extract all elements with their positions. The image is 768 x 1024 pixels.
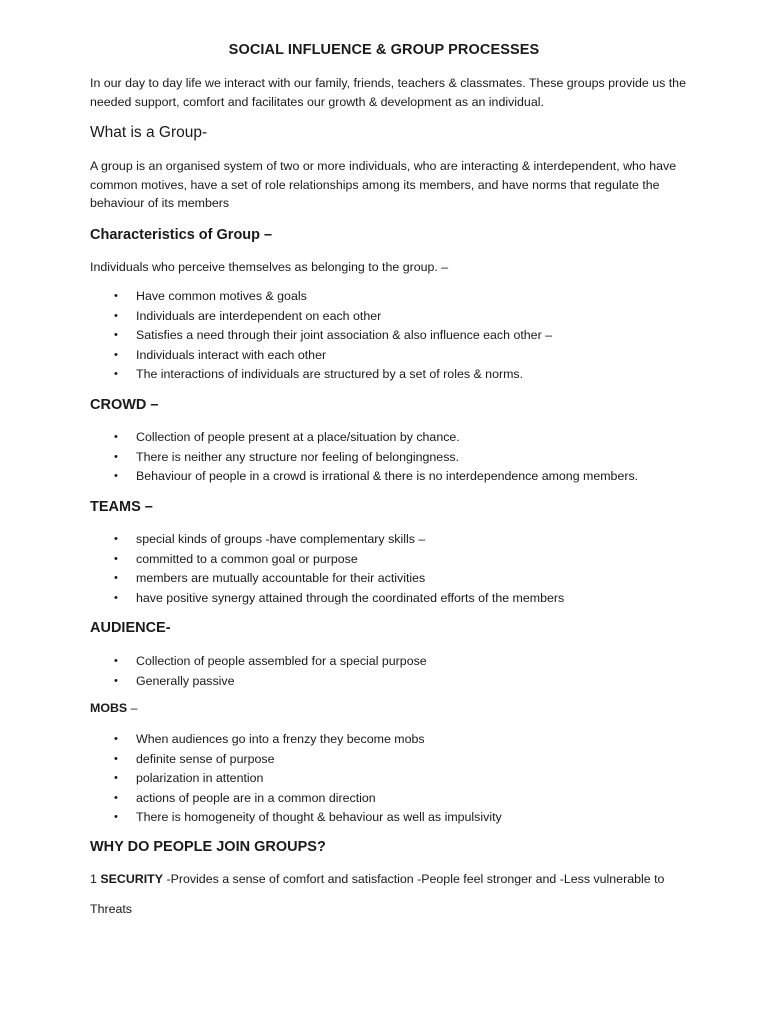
- bullet-icon: •: [114, 772, 118, 784]
- crowd-heading: CROWD –: [90, 397, 159, 413]
- audience-heading: AUDIENCE-: [90, 620, 171, 636]
- characteristics-list: [90, 287, 730, 385]
- list-item: • definite sense of purpose: [90, 750, 730, 770]
- list-item: • Collection of people present at a place/situation by chance.: [90, 428, 730, 448]
- teams-heading: TEAMS –: [90, 499, 153, 515]
- audience-list: [90, 652, 730, 691]
- mobs-heading-label: MOBS: [90, 701, 128, 715]
- what-is-group-heading: What is a Group-: [90, 124, 208, 141]
- list-item: • Generally passive: [90, 672, 730, 692]
- security-label: SECURITY: [100, 872, 163, 886]
- mobs-heading-dash: –: [127, 701, 138, 715]
- security-number: 1: [90, 872, 101, 886]
- security-text: -Provides a sense of comfort and satisfaction -People feel stronger and -Less vulnerable to: [163, 872, 665, 886]
- list-item: • have positive synergy attained through the coordinated efforts of the members: [90, 589, 730, 609]
- bullet-icon: •: [114, 591, 118, 604]
- bullet-icon: •: [114, 329, 118, 341]
- teams-list: [90, 530, 730, 608]
- bullet-icon: •: [114, 552, 118, 565]
- group-definition-paragraph: A group is an organised system of two or more individuals, who are interacting & interdependent, who have common motives, have a set of role relationships among its members, and have norms that regulate the behaviour of its members: [90, 159, 677, 210]
- security-continuation: Threats: [90, 902, 133, 916]
- bullet-icon: •: [114, 655, 118, 667]
- crowd-list: [90, 428, 730, 487]
- bullet-icon: •: [114, 811, 118, 823]
- list-item: • Individuals interact with each other: [90, 346, 730, 366]
- bullet-icon: •: [114, 572, 118, 584]
- list-item: • Behaviour of people in a crowd is irrational & there is no interdependence among members.: [90, 467, 730, 487]
- mobs-list: [90, 730, 730, 828]
- bullet-icon: •: [114, 752, 118, 765]
- characteristics-heading: Characteristics of Group –: [90, 227, 273, 243]
- list-item: • polarization in attention: [90, 769, 730, 789]
- characteristics-lead: Individuals who perceive themselves as belonging to the group. –: [90, 260, 449, 274]
- bullet-icon: •: [114, 431, 118, 443]
- bullet-icon: •: [114, 348, 118, 361]
- bullet-icon: •: [114, 674, 118, 687]
- bullet-icon: •: [114, 368, 118, 380]
- intro-paragraph: In our day to day life we interact with our family, friends, teachers & classmates. These groups provide us the needed support, comfort and facilitates our growth & development as an individual.: [90, 76, 686, 109]
- mobs-heading: [90, 701, 138, 715]
- bullet-icon: •: [114, 533, 118, 545]
- list-item: • There is neither any structure nor feeling of belongingness.: [90, 448, 730, 468]
- bullet-icon: •: [114, 791, 118, 804]
- list-item: • Have common motives & goals: [90, 287, 730, 307]
- list-item: • committed to a common goal or purpose: [90, 550, 730, 570]
- bullet-icon: •: [114, 450, 118, 463]
- document-title: SOCIAL INFLUENCE & GROUP PROCESSES: [228, 42, 540, 58]
- bullet-icon: •: [114, 733, 118, 745]
- list-item: • Individuals are interdependent on each other: [90, 307, 730, 327]
- list-item: • There is homogeneity of thought & behaviour as well as impulsivity: [90, 808, 730, 828]
- why-join-heading: WHY DO PEOPLE JOIN GROUPS?: [90, 839, 326, 855]
- list-item: • Collection of people assembled for a special purpose: [90, 652, 730, 672]
- list-item: • The interactions of individuals are structured by a set of roles & norms.: [90, 365, 730, 385]
- list-item: • Satisfies a need through their joint association & also influence each other –: [90, 326, 730, 346]
- list-item: • When audiences go into a frenzy they become mobs: [90, 730, 730, 750]
- security-paragraph: [90, 870, 690, 889]
- list-item: • actions of people are in a common direction: [90, 789, 730, 809]
- bullet-icon: •: [114, 290, 118, 302]
- list-item: • special kinds of groups -have complementary skills –: [90, 530, 730, 550]
- list-item: • members are mutually accountable for their activities: [90, 569, 730, 589]
- bullet-icon: •: [114, 470, 118, 482]
- bullet-icon: •: [114, 309, 118, 322]
